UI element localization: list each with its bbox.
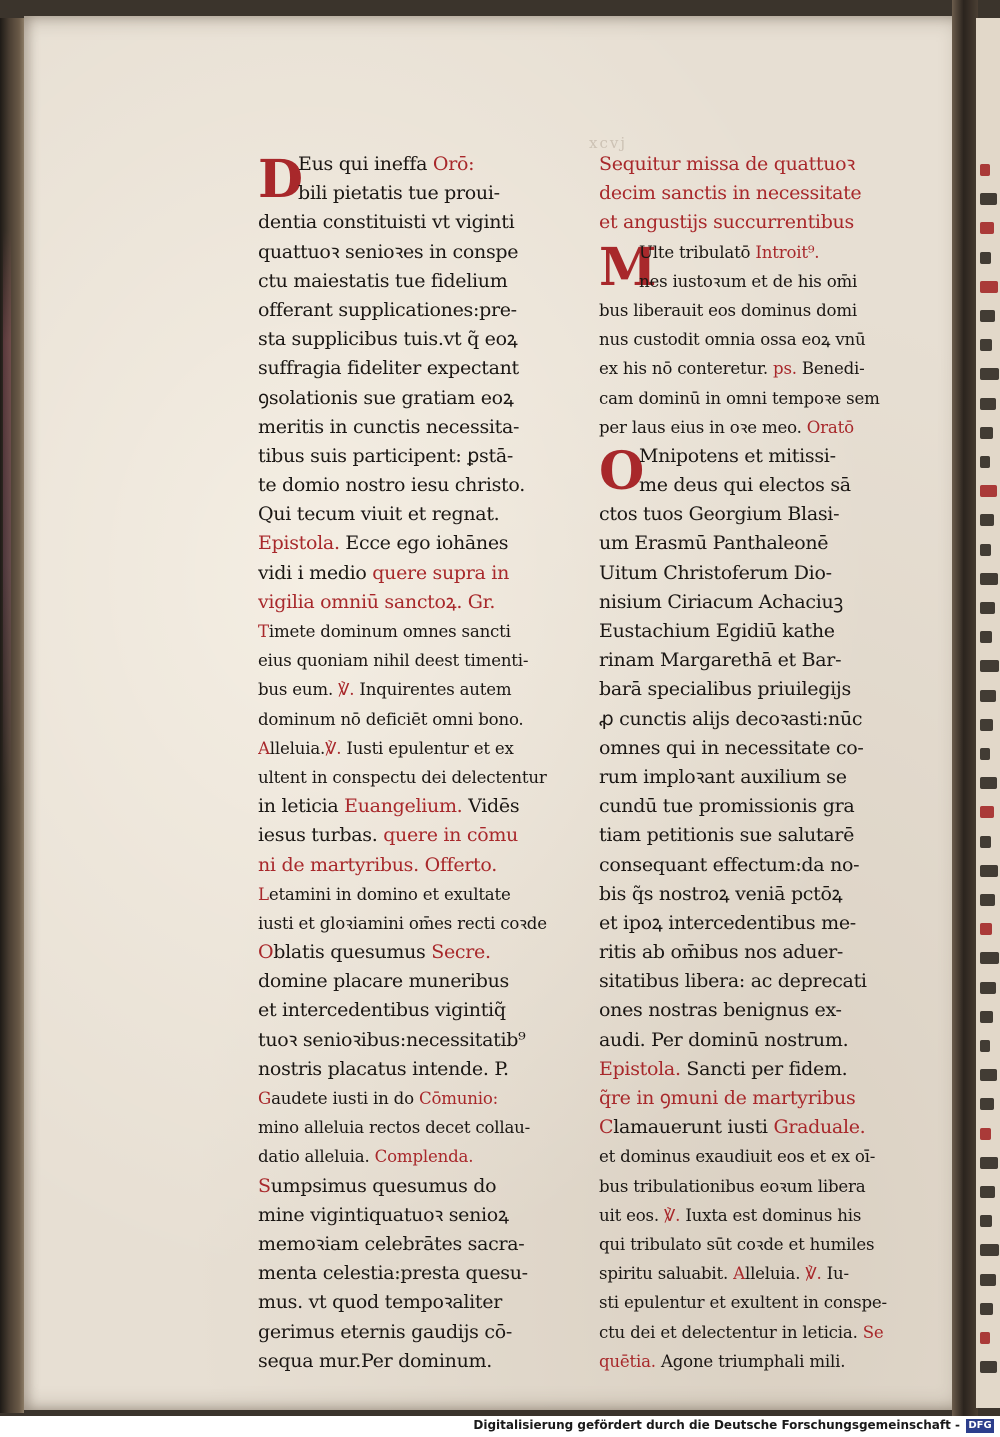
body-text: nes iustoꝛum et de his om̄i: [639, 271, 858, 291]
body-text: lamauerunt iusti: [613, 1116, 774, 1139]
text-line: [258, 384, 558, 413]
facing-page-text-fragment: [980, 777, 997, 789]
text-line: [258, 1288, 558, 1317]
facing-page-text-fragment: [980, 1069, 997, 1081]
text-line: [258, 675, 558, 704]
facing-page-text-fragment: [980, 690, 996, 702]
rubric-text: L: [258, 884, 269, 904]
text-line: [258, 442, 558, 471]
body-text: etamini in domino et exultate: [268, 884, 511, 904]
rubric-text: decim sanctis in necessitate: [599, 182, 862, 205]
rubric-text: C: [599, 1116, 614, 1139]
book-gutter: [952, 0, 978, 1416]
body-text: sta supplicibus tuis.vt q̃ eoꝝ: [258, 328, 518, 351]
body-text: Uitum Christoferum Dio-: [599, 561, 832, 584]
rubric-text: ni de martyribus. Offerto.: [258, 853, 497, 876]
facing-page-text-fragment: [980, 1244, 999, 1256]
body-text: sti epulentur et exultent in conspe-: [599, 1293, 887, 1313]
body-text: Eustachium Egidiū kathe: [599, 620, 835, 642]
body-text: Inquirentes autem: [354, 680, 512, 700]
body-text: lleluia.: [269, 738, 326, 758]
facing-page-text-fragment: [980, 164, 990, 176]
text-line: [599, 1288, 899, 1317]
body-text: ultent in conspectu dei delectentur: [258, 767, 547, 787]
text-line: [258, 354, 558, 383]
facing-page-text-fragment: [980, 1361, 997, 1373]
body-text: sitatibus libera: ac deprecati: [599, 970, 867, 993]
text-line: [599, 734, 899, 763]
text-line: [258, 967, 558, 996]
rubric-text: q̃re in ꝯmuni de martyribus: [599, 1087, 856, 1109]
rubric-text: vigilia omniū sanctoꝝ. Gr.: [258, 590, 496, 613]
body-text: um Erasmū Panthaleonē: [599, 532, 829, 555]
text-line: [599, 325, 899, 354]
body-text: eius quoniam nihil deest timenti-: [258, 651, 529, 671]
text-line: [599, 646, 899, 675]
body-text: mus. vt quod tempoꝛaliter: [258, 1291, 502, 1314]
text-line: [258, 705, 558, 734]
text-line: [258, 617, 558, 646]
body-text: mine vigintiquatuoꝛ senioꝝ: [258, 1203, 509, 1226]
text-line: [599, 1230, 899, 1259]
body-text: umpsimus quesumus do: [270, 1174, 497, 1197]
rubric-text: A: [258, 738, 270, 758]
body-text: Iuxta est dominus his: [680, 1205, 862, 1225]
text-line: [258, 880, 558, 909]
body-text: memoꝛiam celebrātes sacra-: [258, 1232, 525, 1255]
rubric-text: S: [258, 1174, 271, 1197]
text-line: [258, 325, 558, 354]
text-line: [599, 909, 899, 938]
facing-page-text-fragment: [980, 806, 994, 818]
body-text: Iusti epulentur et ex: [341, 738, 514, 758]
body-text: menta celestia:presta quesu-: [258, 1262, 528, 1285]
body-text: bus liberauit eos dominus domi: [599, 300, 857, 320]
text-line: [258, 1201, 558, 1230]
body-text: iusti et gloꝛiamini om̄es recti coꝛde: [258, 913, 547, 933]
rubric-text: Oratō: [806, 417, 854, 437]
body-text: nisium Ciriacum Achaciuꝫ: [599, 590, 843, 613]
facing-page-text-fragment: [980, 660, 999, 672]
rubric-text: O: [258, 941, 274, 964]
facing-page-text-fragment: [980, 427, 993, 439]
text-line: [599, 705, 899, 734]
text-line: [258, 1113, 558, 1142]
text-line: [599, 1201, 899, 1230]
facing-page-text-fragment: [980, 485, 997, 497]
body-text: cam dominū in omni tempoꝛe sem: [599, 388, 880, 408]
text-line: [258, 208, 558, 237]
facing-page-text-fragment: [980, 573, 998, 585]
rubric-text: Graduale.: [773, 1116, 866, 1139]
facing-page-text-fragment: [980, 719, 993, 731]
text-line: [599, 851, 899, 880]
footer-bar: [0, 1416, 1000, 1437]
facing-page-text-fragment: [980, 631, 992, 643]
rubricated-initial: D: [258, 149, 303, 210]
body-text: dominum nō deficiēt omni bono.: [258, 709, 524, 729]
text-line: [258, 559, 558, 588]
folio-number: xcvj: [589, 134, 627, 152]
rubric-text: ℣.: [338, 680, 355, 700]
body-text: Mnipotens et mitissi-: [639, 444, 836, 467]
body-text: te domio nostro iesu christo.: [258, 474, 525, 497]
body-text: Sancti per fidem.: [680, 1057, 848, 1080]
text-line: [258, 1259, 558, 1288]
rubric-text: Euangelium.: [344, 795, 463, 818]
body-text: Benedi-: [796, 359, 865, 379]
body-text: spiritu saluabit.: [599, 1264, 734, 1284]
body-text: bis q̃s nostroꝝ veniā pctōꝝ: [599, 882, 843, 905]
body-text: et ipoꝝ intercedentibus me-: [599, 911, 856, 934]
facing-page-text-fragment: [980, 222, 994, 234]
text-line: [258, 646, 558, 675]
text-line: [599, 208, 899, 237]
body-text: ritis ab om̄ibus nos aduer-: [599, 941, 844, 964]
facing-page-text-fragment: [980, 1157, 998, 1169]
text-line: [599, 1172, 899, 1201]
body-text: sequa mur.Per dominum.: [258, 1349, 492, 1372]
facing-page-text-fragment: [980, 310, 995, 322]
facing-page-text-fragment: [980, 748, 990, 760]
text-line: [599, 500, 899, 529]
body-text: uit eos.: [599, 1205, 665, 1225]
text-line: [258, 1084, 558, 1113]
body-text: bus eum.: [258, 680, 339, 700]
body-text: bus tribulationibus eoꝛum libera: [599, 1176, 866, 1196]
body-text: rum imploꝛant auxilium se: [599, 765, 847, 788]
rubric-text: ℣.: [805, 1264, 822, 1284]
text-line: [599, 996, 899, 1025]
text-line: [599, 1113, 899, 1142]
facing-page-text-fragment: [980, 1186, 995, 1198]
text-line: [599, 559, 899, 588]
text-line: [599, 588, 899, 617]
facing-page-text-fragment: [980, 514, 994, 526]
text-line: [258, 1318, 558, 1347]
body-text: mino alleluia rectos decet collau-: [258, 1118, 531, 1138]
facing-page-text-fragment: [980, 1215, 992, 1227]
body-text: qui tribulato sūt coꝛde et humiles: [599, 1234, 875, 1254]
text-line: [258, 1142, 558, 1171]
text-line: [258, 1230, 558, 1259]
body-text: Ecce ego iohānes: [339, 532, 509, 555]
body-text: ctu maiestatis tue fidelium: [258, 269, 508, 292]
body-text: per laus eius in oꝛe meo.: [599, 417, 807, 437]
body-text: ctos tuos Georgium Blasi-: [599, 503, 840, 526]
body-text: meritis in cunctis necessita-: [258, 415, 520, 438]
body-text: vidi i medio: [258, 561, 373, 584]
facing-page-text-fragment: [980, 339, 992, 351]
body-text: suffragia fideliter expectant: [258, 357, 519, 380]
text-line: [258, 792, 558, 821]
body-text: bili pietatis tue proui-: [298, 182, 500, 205]
text-line: [599, 880, 899, 909]
text-line: [599, 1142, 899, 1171]
facing-page-text-fragment: [980, 1011, 993, 1023]
book-edge-discoloration: [3, 230, 11, 790]
text-line: [599, 179, 899, 208]
body-text: ctu dei et delectentur in leticia.: [599, 1322, 863, 1342]
body-text: quattuoꝛ senioꝛes in conspe: [258, 240, 519, 263]
facing-page-text-fragment: [980, 252, 991, 264]
body-text: imete dominum omnes sancti: [268, 622, 511, 641]
facing-page-text-fragment: [980, 602, 995, 614]
rubric-text: T: [258, 622, 269, 641]
facing-page-text-fragment: [980, 1332, 990, 1344]
body-text: domine placare muneribus: [258, 970, 509, 993]
text-line: [599, 296, 899, 325]
facing-page-text-fragment: [980, 1303, 993, 1315]
text-line: [258, 588, 558, 617]
text-line: [258, 996, 558, 1025]
rubric-text: Epistola.: [599, 1057, 681, 1080]
text-line: [599, 792, 899, 821]
body-text: cundū tue promissionis gra: [599, 795, 855, 818]
text-line: [258, 909, 558, 938]
rubric-text: Introit⁹.: [755, 242, 820, 262]
text-line: [639, 471, 899, 500]
rubric-text: et angustijs succurrentibus: [599, 211, 854, 234]
rubric-text: Epistola.: [258, 532, 340, 555]
body-text: omnes qui in necessitate co-: [599, 736, 864, 759]
rubric-text: G: [258, 1089, 272, 1108]
rubric-text: Orō:: [427, 153, 475, 175]
rubric-text: ℣.: [325, 738, 342, 758]
rubric-text: ps.: [773, 359, 797, 379]
body-text: Eus qui ineffa: [298, 153, 428, 175]
body-text: ꝓ cunctis alijs decoꝛasti:nūc: [599, 707, 863, 730]
body-text: iesus turbas.: [258, 824, 384, 847]
text-line: [258, 238, 558, 267]
text-line: [599, 675, 899, 704]
text-line: [599, 1347, 899, 1376]
body-text: dentia constituisti vt viginti: [258, 211, 515, 234]
body-text: ones nostras benignus ex-: [599, 999, 842, 1022]
text-line: [639, 267, 899, 296]
text-line: [258, 529, 558, 558]
body-text: nostris placatus intende. P.: [258, 1057, 509, 1080]
body-text: Ulte tribulatō: [639, 242, 756, 262]
text-line: [258, 413, 558, 442]
facing-page-text-fragment: [980, 865, 998, 877]
facing-page-text-fragment: [980, 836, 991, 848]
body-text: tibus suis participent: ꝑstā-: [258, 444, 513, 467]
rubric-text: Sequitur missa de quattuoꝛ: [599, 153, 856, 175]
rubric-text: ℣.: [664, 1205, 681, 1225]
body-text: consequant effectum:da no-: [599, 853, 860, 876]
text-line: [599, 529, 899, 558]
body-text: ꝯsolationis sue gratiam eoꝝ: [258, 386, 514, 409]
facing-page-text-fragment: [980, 923, 992, 935]
rubric-text: Secre.: [431, 941, 491, 964]
body-text: et intercedentibus vigintiq̃: [258, 999, 506, 1022]
text-line: [258, 763, 558, 792]
rubric-text: quere supra in: [372, 561, 510, 584]
body-text: gerimus eternis gaudijs cō-: [258, 1320, 512, 1343]
text-line: [599, 1259, 899, 1288]
rubric-text: A: [733, 1264, 745, 1284]
rubric-text: Se: [862, 1322, 884, 1342]
body-text: in leticia: [258, 795, 345, 818]
rubric-text: quētia.: [599, 1351, 656, 1371]
body-text: tuoꝛ senioꝛibus:necessitatib⁹: [258, 1028, 526, 1051]
text-line: [258, 938, 558, 967]
facing-page-text-fragment: [980, 894, 995, 906]
body-text: barā specialibus priuilegijs: [599, 678, 851, 701]
body-text: lleluia.: [744, 1264, 806, 1284]
text-line: [599, 1026, 899, 1055]
text-line: [599, 354, 899, 383]
text-line: [599, 967, 899, 996]
right-text-column: [599, 150, 899, 1376]
text-line: [599, 1084, 899, 1113]
facing-page-text-fragment: [980, 1040, 990, 1052]
facing-page-text-fragment: [980, 952, 999, 964]
body-text: nus custodit omnia ossa eoꝝ vnū: [599, 330, 866, 350]
text-line: [258, 296, 558, 325]
rubricated-initial: M: [599, 236, 657, 298]
body-text: et dominus exaudiuit eos et ex oī-: [599, 1147, 876, 1167]
facing-page-text-fragment: [980, 398, 996, 410]
body-text: me deus qui electos sā: [639, 474, 851, 497]
facing-page-text-fragment: [980, 544, 991, 556]
text-line: [258, 1026, 558, 1055]
text-line: [258, 1347, 558, 1376]
text-line: [599, 821, 899, 850]
text-line: [599, 384, 899, 413]
body-text: ex his nō conteretur.: [599, 359, 774, 379]
text-line: [258, 471, 558, 500]
text-line: [298, 179, 558, 208]
text-line: [258, 851, 558, 880]
body-text: blatis quesumus: [273, 941, 432, 964]
rubricated-initial: O: [599, 440, 644, 502]
text-line: [599, 617, 899, 646]
digitization-credit: Digitalisierung gefördert durch die Deutsche Forschungsgemeinschaft -: [473, 1418, 960, 1432]
body-text: audete iusti in do: [271, 1089, 419, 1108]
body-text: datio alleluia.: [258, 1147, 375, 1167]
body-text: rinam Margarethā et Bar-: [599, 649, 842, 672]
text-line: [258, 1055, 558, 1084]
body-text: Agone triumphali mili.: [655, 1351, 846, 1371]
facing-page-text-fragment: [980, 281, 998, 293]
body-text: offerant supplicationes:pre-: [258, 298, 517, 321]
text-line: [599, 413, 899, 442]
text-line: [599, 150, 899, 179]
text-line: [258, 1172, 558, 1201]
text-line: [599, 1055, 899, 1084]
text-line: [258, 821, 558, 850]
facing-page-text-fragment: [980, 1274, 996, 1286]
facing-page-text-fragment: [980, 193, 997, 205]
facing-page-text-fragment: [980, 1098, 994, 1110]
text-line: [258, 267, 558, 296]
body-text: Iu-: [821, 1264, 849, 1284]
text-line: [599, 1318, 899, 1347]
dfg-logo: DFG: [966, 1419, 994, 1433]
body-text: Qui tecum viuit et regnat.: [258, 503, 500, 526]
text-line: [599, 938, 899, 967]
rubric-text: Complenda.: [374, 1147, 474, 1167]
text-line: [599, 763, 899, 792]
rubric-text: quere in cōmu: [383, 824, 518, 847]
rubric-text: Cōmunio:: [418, 1089, 499, 1108]
body-text: Vidēs: [462, 795, 520, 818]
left-text-column: [258, 150, 558, 1376]
body-text: audi. Per dominū nostrum.: [599, 1028, 849, 1051]
text-line: [258, 500, 558, 529]
body-text: tiam petitionis sue salutarē: [599, 824, 855, 847]
facing-page-text-fragment: [980, 368, 999, 380]
facing-page-text-fragment: [980, 982, 996, 994]
text-line: [258, 734, 558, 763]
facing-page-text-fragment: [980, 456, 990, 468]
facing-page-text-fragment: [980, 1128, 991, 1140]
next-page-edge: [976, 18, 1000, 1408]
